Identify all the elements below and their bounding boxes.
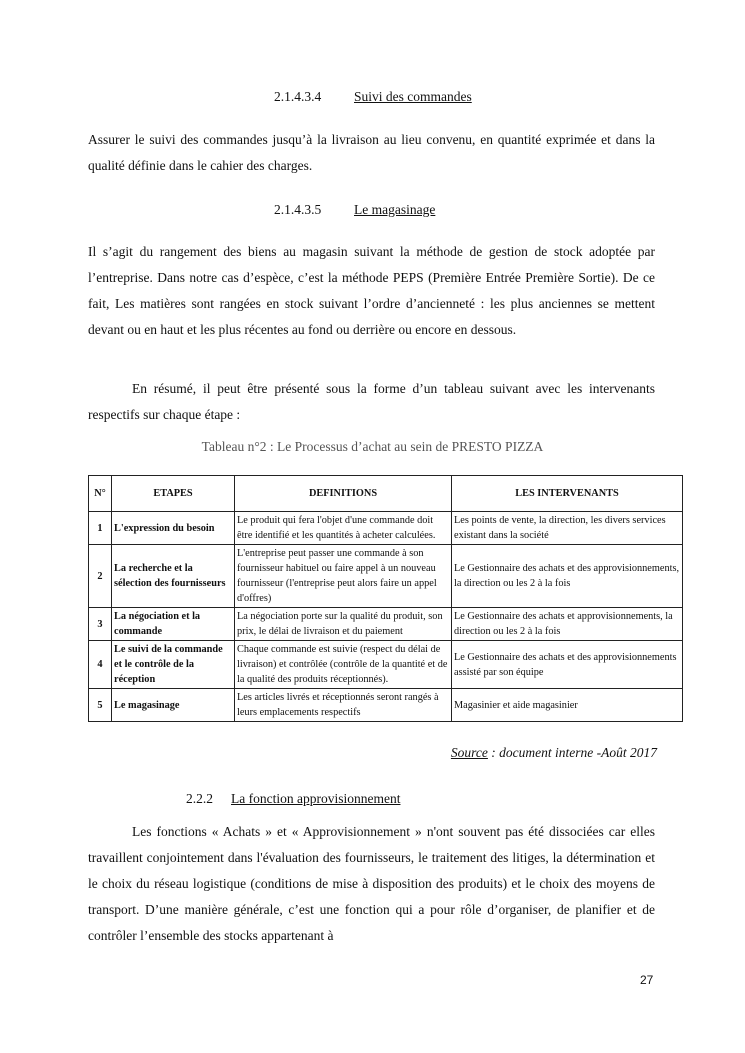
- table-row: [89, 689, 683, 722]
- section-heading-suivi: [274, 89, 472, 105]
- table-row: [89, 545, 683, 608]
- process-table: [88, 475, 683, 722]
- header-number: N°: [89, 476, 112, 512]
- table-row: [89, 608, 683, 641]
- row-number: 4: [89, 641, 112, 689]
- row-definition: Le produit qui fera l'objet d'une commande doit être identifié et les quantités à acheter calculées.: [235, 512, 452, 545]
- paragraph-resume: En résumé, il peut être présenté sous la forme d’un tableau suivant avec les intervenants respectifs sur chaque étape :: [88, 381, 655, 422]
- table-header-row: [89, 476, 683, 512]
- row-etape: Le suivi de la commande et le contrôle de la réception: [112, 641, 235, 689]
- row-etape: La recherche et la sélection des fournisseurs: [112, 545, 235, 608]
- row-etape: La négociation et la commande: [112, 608, 235, 641]
- row-number: 2: [89, 545, 112, 608]
- row-number: 5: [89, 689, 112, 722]
- row-etape: Le magasinage: [112, 689, 235, 722]
- source-text: : document interne -Août 2017: [487, 745, 657, 760]
- row-definition: La négociation porte sur la qualité du produit, son prix, le délai de livraison et du paiement: [235, 608, 452, 641]
- row-intervenants: Le Gestionnaire des achats et des approvisionnements, la direction ou les 2 à la fois: [452, 545, 683, 608]
- section-title: La fonction approvisionnement: [231, 791, 401, 806]
- row-number: 3: [89, 608, 112, 641]
- source-label: Source: [450, 745, 488, 760]
- table-caption: Tableau n°2 : Le Processus d’achat au sein de PRESTO PIZZA: [201, 439, 544, 454]
- row-definition: Chaque commande est suivie (respect du délai de livraison) et contrôlée (contrôle de la quantité et de la qualité des produits réceptionnés).: [235, 641, 452, 689]
- row-intervenants: Les points de vente, la direction, les divers services existant dans la société: [452, 512, 683, 545]
- paragraph-approvisionnement: Les fonctions « Achats » et « Approvisionnement » n'ont souvent pas été dissociées car elles travaillent conjointement dans l'évaluation des fournisseurs, le traitement des litiges, la détermination et le choix du réseau logistique (conditions de mise à disposition des produits) et le choix des moyens de transport. D’une manière générale, c’est une fonction qui a pour rôle d’organiser, de planifier et de contrôler l’ensemble des stocks appartenant à: [88, 824, 655, 943]
- section-heading-magasinage: [274, 202, 435, 218]
- row-intervenants: Magasinier et aide magasinier: [452, 689, 683, 722]
- section-title: Le magasinage: [354, 202, 436, 217]
- section-number: 2.1.4.3.5: [274, 202, 322, 217]
- header-intervenants: LES INTERVENANTS: [452, 476, 683, 512]
- header-definitions: DEFINITIONS: [235, 476, 452, 512]
- table-source: [451, 745, 657, 761]
- row-number: 1: [89, 512, 112, 545]
- section-heading-approvisionnement: [186, 791, 400, 807]
- table-row: [89, 641, 683, 689]
- table-row: [89, 512, 683, 545]
- row-definition: Les articles livrés et réceptionnés seront rangés à leurs emplacements respectifs: [235, 689, 452, 722]
- header-etapes: ETAPES: [112, 476, 235, 512]
- paragraph-suivi: Assurer le suivi des commandes jusqu’à la livraison au lieu convenu, en quantité exprimée et dans la qualité définie dans le cahier des charges.: [88, 132, 655, 173]
- row-definition: L'entreprise peut passer une commande à son fournisseur habituel ou faire appel à un nouveau fournisseur (l'entreprise peut alors faire un appel d'offres): [235, 545, 452, 608]
- section-title: Suivi des commandes: [354, 89, 472, 104]
- section-number: 2.2.2: [186, 791, 213, 806]
- row-etape: L'expression du besoin: [112, 512, 235, 545]
- paragraph-magasinage: Il s’agit du rangement des biens au magasin suivant la méthode de gestion de stock adoptée par l’entreprise. Dans notre cas d’espèce, c’est la méthode PEPS (Première Entrée Première Sortie). De ce fait, Les matières sont rangées en stock suivant l’ordre d’ancienneté : les plus anciennes se mettent devant ou en haut et les plus récentes au fond ou derrière ou encore en dessous.: [88, 244, 655, 337]
- row-intervenants: Le Gestionnaire des achats et des approvisionnements assisté par son équipe: [452, 641, 683, 689]
- page-number: 27: [640, 973, 654, 987]
- section-number: 2.1.4.3.4: [274, 89, 322, 104]
- row-intervenants: Le Gestionnaire des achats et approvisionnements, la direction ou les 2 à la fois: [452, 608, 683, 641]
